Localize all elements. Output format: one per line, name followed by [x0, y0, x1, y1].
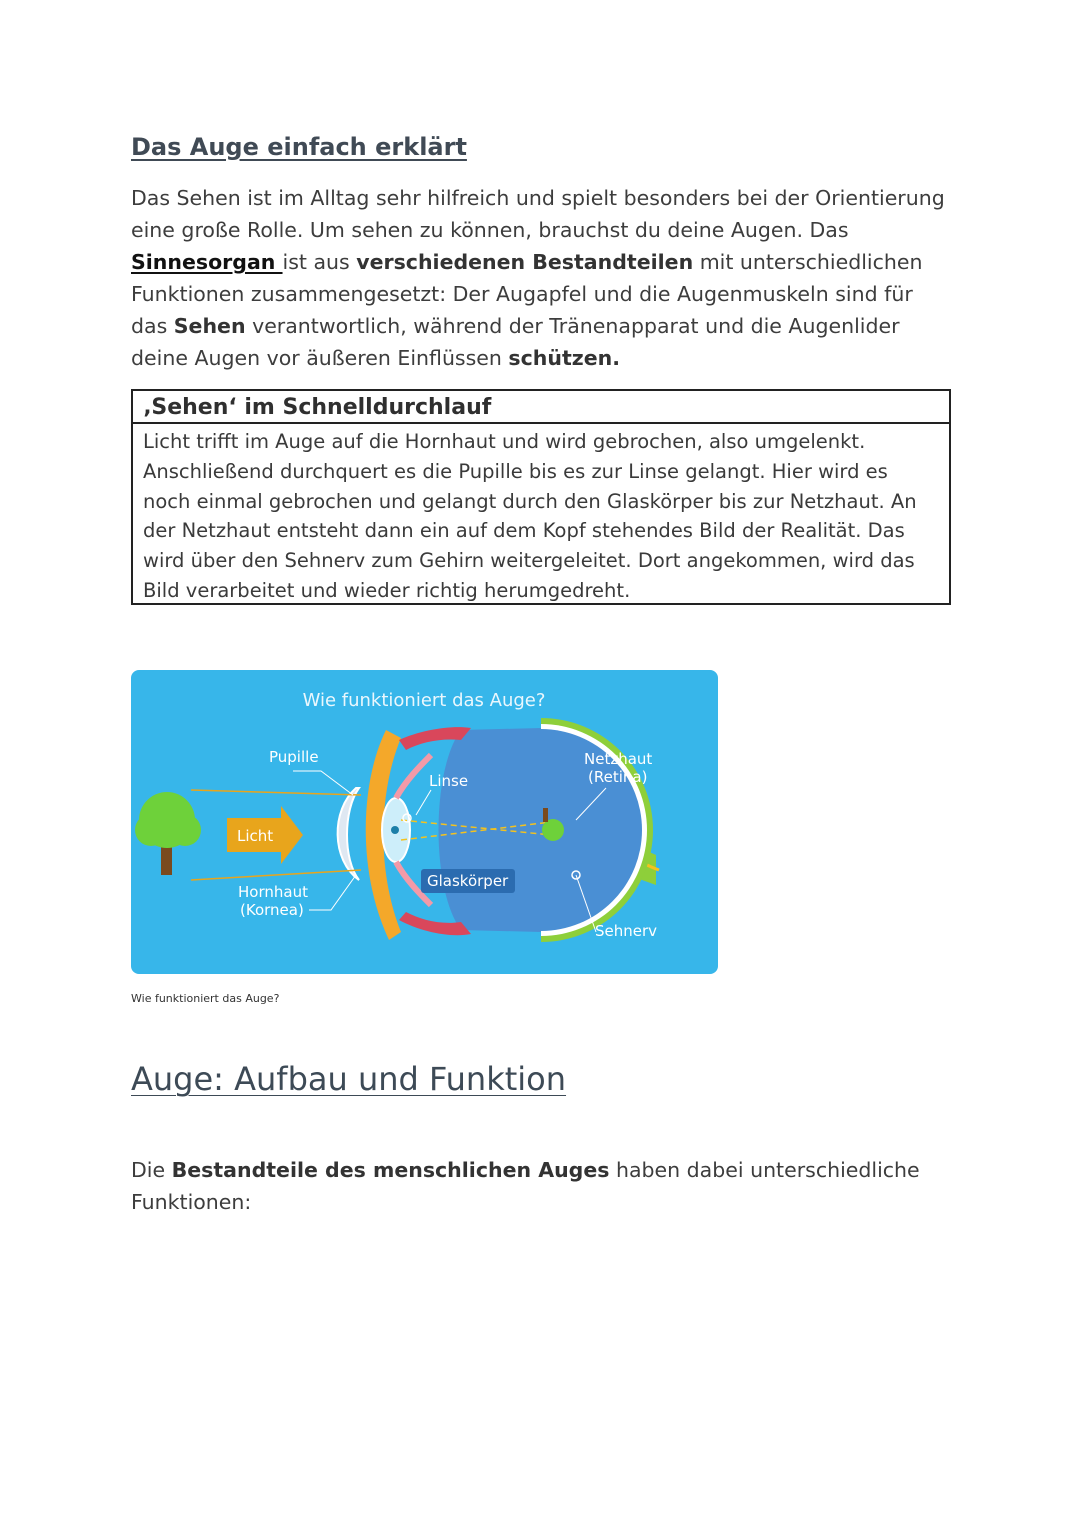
- label-linse: Linse: [429, 772, 469, 790]
- section-heading: Das Auge einfach erklärt: [131, 133, 467, 161]
- outro-bold-1: Bestandteile des menschlichen Auges: [171, 1158, 610, 1182]
- intro-text-1: Das Sehen ist im Alltag sehr hilfreich und spielt besonders bei der Orientierung eine große Rolle. Um sehen zu können, brauchst du deine Augen. Das: [131, 186, 945, 242]
- eye-diagram-svg: [131, 670, 718, 974]
- intro-bold-2: Sehen: [173, 314, 246, 338]
- eye-diagram: [131, 670, 718, 974]
- outro-paragraph: [131, 1154, 951, 1218]
- intro-text-2: ist aus: [282, 250, 357, 274]
- label-sehnerv: Sehnerv: [595, 922, 658, 940]
- label-netzhaut: Netzhaut: [584, 750, 653, 768]
- tree-crown-right: [169, 814, 201, 846]
- summary-box-title: ‚Sehen‘ im Schnelldurchlauf: [133, 391, 949, 424]
- outro-text-1: Die: [131, 1158, 172, 1182]
- label-glaskoerper: Glaskörper: [427, 872, 509, 890]
- intro-text-3: mit unterschiedlichen Funktionen zusammengesetzt: Der Augapfel und die Augenmuskeln sind für das: [131, 250, 923, 338]
- pupil-dot: [391, 826, 399, 834]
- section-heading-2: Auge: Aufbau und Funktion: [131, 1060, 567, 1098]
- tree-trunk: [161, 845, 172, 875]
- summary-box: [131, 389, 951, 605]
- label-pupille: Pupille: [269, 748, 319, 766]
- label-retina: (Retina): [588, 768, 648, 786]
- summary-box-text: Licht trifft im Auge auf die Hornhaut und wird gebrochen, also umgelenkt. Anschließend durchquert es die Pupille bis es zur Linse gelangt. Hier wird es noch einmal gebrochen und gelangt durch den Glaskörper bis zur Netzhaut. An der Netzhaut entsteht dann ein auf dem Kopf stehendes Bild der Realität. Das wird über den Sehnerv zum Gehirn weitergeleitet. Dort angekommen, wird das Bild verarbeitet und wieder richtig herumgedreht.: [143, 430, 917, 602]
- retina-image-trunk: [543, 808, 548, 822]
- outro-text-2: haben dabei unterschiedliche Funktionen:: [131, 1158, 920, 1214]
- label-hornhaut: Hornhaut: [238, 883, 308, 901]
- label-kornea: (Kornea): [240, 901, 304, 919]
- intro-bold-3: schützen.: [508, 346, 620, 370]
- retina-image: [542, 819, 564, 841]
- sinnesorgan-link[interactable]: Sinnesorgan: [131, 250, 283, 274]
- figure-caption: Wie funktioniert das Auge?: [131, 992, 280, 1005]
- tree-crown-left: [135, 814, 167, 846]
- diagram-title: Wie funktioniert das Auge?: [302, 690, 546, 711]
- intro-text-4: verantwortlich, während der Tränenapparat und die Augenlider deine Augen vor äußeren Einflüssen: [131, 314, 900, 370]
- eyeball-front: [439, 728, 542, 932]
- label-licht: Licht: [237, 827, 274, 845]
- intro-paragraph: [131, 182, 951, 374]
- intro-bold-1: verschiedenen Bestandteilen: [356, 250, 694, 274]
